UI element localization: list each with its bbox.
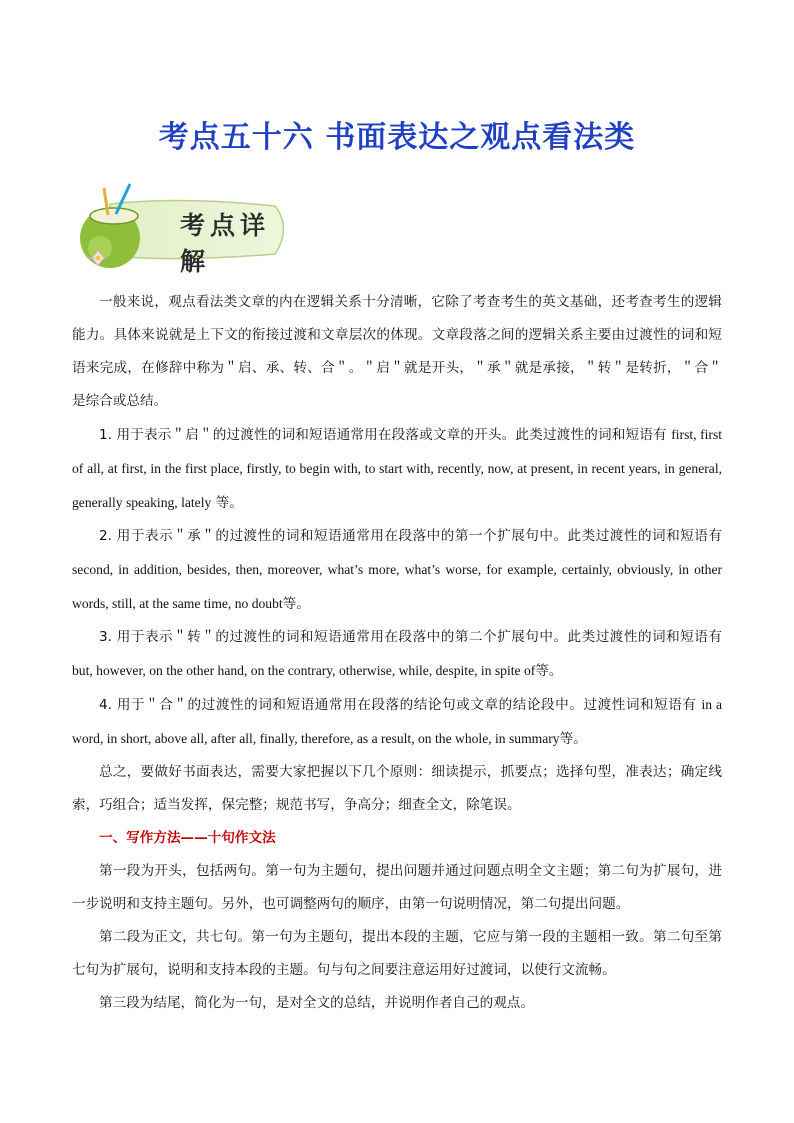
point-paragraph [72, 621, 722, 688]
point-text: 2. 用于表示＂承＂的过渡性的词和短语通常用在段落中的第一个扩展句中。此类过渡性的词和短语有 [99, 528, 722, 544]
point-phrases: first, first of all, at first, in the first place, firstly, to begin with, to start with, recently, now, at present, in recent years, in general, generally speaking, lately [72, 427, 723, 510]
point-end: 等。 [535, 663, 563, 679]
point-paragraph [72, 688, 722, 756]
section-banner [70, 182, 290, 274]
page-title: 考点五十六 书面表达之观点看法类 [158, 120, 636, 155]
banner-label: 考点详解 [180, 211, 271, 276]
point-phrases: but, however, on the other hand, on the contrary, otherwise, while, despite, in spite of [72, 663, 536, 678]
point-end: 等。 [559, 731, 587, 747]
point-text: 3. 用于表示＂转＂的过渡性的词和短语通常用在段落中的第二个扩展句中。此类过渡性的词和短语有 [99, 629, 722, 645]
point-paragraph [72, 418, 722, 520]
point-text: 1. 用于表示＂启＂的过渡性的词和短语通常用在段落或文章的开头。此类过渡性的词和短语有 [99, 427, 672, 443]
method-paragraph: 第一段为开头，包括两句。第一句为主题句，提出问题并通过问题点明全文主题；第二句为扩展句，进一步说明和支持主题句。另外，也可调整两句的顺序，由第一句说明情况，第二句提出问题。 [72, 863, 722, 912]
intro-paragraph: 一般来说，观点看法类文章的内在逻辑关系十分清晰，它除了考查考生的英文基础，还考查考生的逻辑能力。具体来说就是上下文的衔接过渡和文章层次的体现。文章段落之间的逻辑关系主要由过渡性的词和短语来完成，在修辞中称为＂启、承、转、合＂。＂启＂就是开头，＂承＂就是承接，＂转＂是转折，＂合＂是综合或总结。 [72, 294, 722, 409]
content [72, 286, 722, 1020]
method-paragraph: 第三段为结尾，简化为一句，是对全文的总结，并说明作者自己的观点。 [99, 995, 534, 1011]
method-paragraph: 第二段为正文，共七句。第一句为主题句，提出本段的主题，它应与第一段的主题相一致。第二句至第七句为扩展句，说明和支持本段的主题。句与句之间要注意运用好过渡词，以使行文流畅。 [72, 929, 722, 978]
section-heading: 一、写作方法——十句作文法 [99, 830, 276, 846]
point-paragraph [72, 520, 722, 621]
point-phrases: second, in addition, besides, then, moreover, what’s more, what’s worse, for example, certainly, obviously, in other words, still, at the same time, no doubt [72, 562, 722, 611]
point-phrases: in a word, in short, above all, after all, finally, therefore, as a result, on the whole, in summary [72, 697, 722, 746]
point-end: 等。 [282, 596, 310, 612]
summary-paragraph: 总之，要做好书面表达，需要大家把握以下几个原则：细读提示，抓要点；选择句型，准表达；确定线索，巧组合；适当发挥，保完整；规范书写，争高分；细查全文，除笔误。 [72, 764, 722, 813]
point-text: 4. 用于＂合＂的过渡性的词和短语通常用在段落的结论句或文章的结论段中。过渡性词和短语有 [99, 697, 702, 713]
point-end: 等。 [211, 495, 243, 511]
